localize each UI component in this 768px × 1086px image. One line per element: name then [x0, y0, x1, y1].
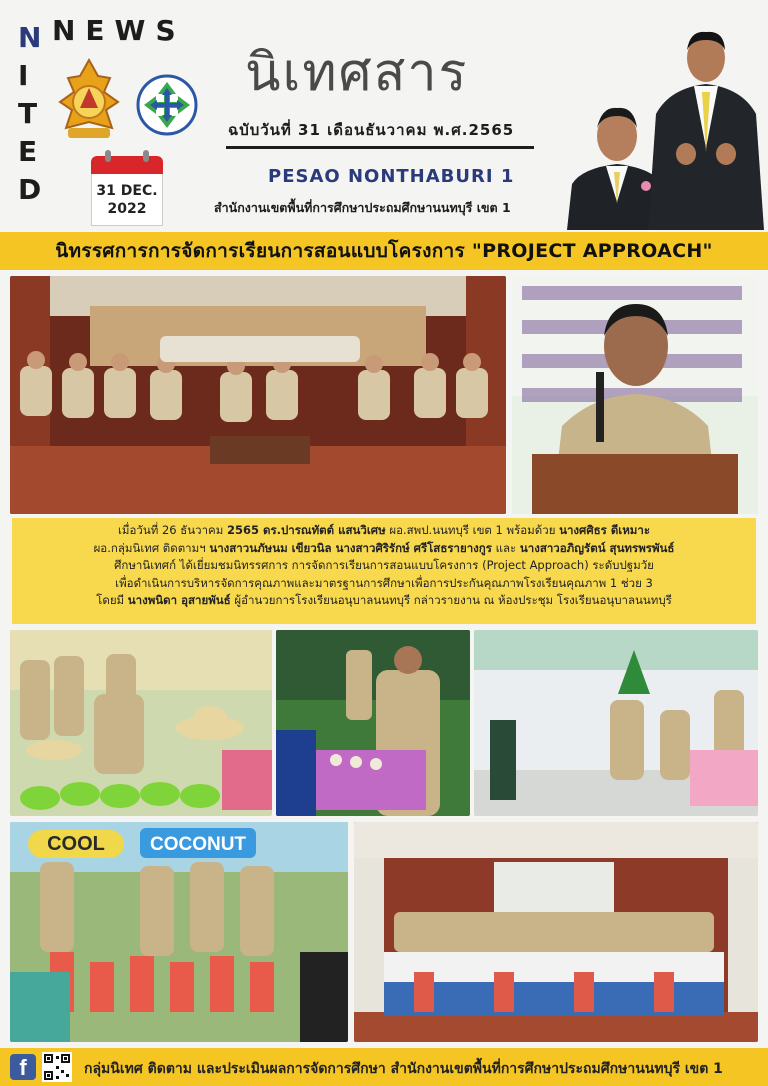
photo-seated-audience: [10, 276, 506, 514]
nited-letter: D: [18, 173, 42, 206]
calendar-icon: [91, 156, 163, 226]
description-line-4: เพื่อดำเนินการบริหารจัดการคุณภาพและมาตรฐานการศึกษาเพื่อการประกันคุณภาพโรงเรียนคุณภาพ 1 ช่วย 3: [115, 575, 653, 590]
headline-text: นิทรรศการการจัดการเรียนการสอนแบบโครงการ "PROJECT APPROACH": [55, 240, 713, 262]
pesao-circle-logo: [136, 74, 198, 136]
sign-coconut: COCONUT: [149, 834, 247, 855]
calendar-day: 31 DEC.: [96, 183, 158, 199]
nited-letter: I: [18, 59, 29, 92]
nited-letter: E: [18, 135, 38, 168]
news-heading: NEWS: [52, 14, 186, 47]
event-description: [12, 518, 756, 624]
qr-code-icon[interactable]: [42, 1052, 72, 1082]
calendar-year: 2022: [107, 201, 147, 217]
photo-cool-coconut-group: [10, 822, 348, 1042]
description-line-3: ศึกษานิเทศก์ ได้เยี่ยมชมนิทรรศการ การจัดการเรียนการสอนแบบโครงการ (Project Approach) ระดับปฐมวัย: [114, 558, 654, 572]
description-line-2: ผอ.กลุ่มนิเทศ ติดตามฯ นางสาวนภัษนม เขียวนิล นางสาวศิริรักษ์ ศรีโสธรายางกูร และ นางสาวอภิญรัตน์ สุนทรพรพันธ์: [93, 540, 675, 555]
nited-letter: N: [18, 21, 42, 54]
issue-date: ฉบับวันที่ 31 เดือนธันวาคม พ.ศ.2565: [228, 121, 515, 139]
photo-craft-table: [276, 630, 470, 816]
photo-class-visit: [474, 630, 758, 816]
headline-banner: [0, 232, 768, 270]
sign-cool: COOL: [47, 833, 105, 855]
obec-emblem-logo: [54, 58, 124, 142]
photo-hall-group: [354, 822, 758, 1042]
description-line-5: โดยมี นางพนิดา อุสายพันธ์ ผู้อำนวยการโรงเรียนอนุบาลนนทบุรี กล่าวรายงาน ณ ห้องประชุม โรงเรียนอนุบาลนนทบุรี: [96, 593, 672, 607]
nited-vertical-heading: [18, 20, 41, 208]
photo-classroom-hats: [10, 630, 272, 816]
title-divider: [226, 146, 534, 149]
facebook-icon[interactable]: f: [10, 1054, 36, 1080]
org-name-thai: สำนักงานเขตพื้นที่การศึกษาประถมศึกษานนทบุรี เขต 1: [214, 200, 511, 215]
photo-speaker-podium: [512, 276, 758, 514]
footer-text: กลุ่มนิเทศ ติดตาม และประเมินผลการจัดการศึกษา สำนักงานเขตพื้นที่การศึกษาประถมศึกษานนทบุรี เขต 1: [84, 1061, 723, 1077]
nited-letter: T: [18, 97, 38, 130]
official-portrait-2: [644, 18, 768, 230]
description-line-1: เมื่อวันที่ 26 ธันวาคม 2565 ดร.ปารณทัตต์ แสนวิเศษ ผอ.สพป.นนทบุรี เขต 1 พร้อมด้วย นางศศิธร ดีเหมาะ: [117, 523, 651, 537]
newsletter-title: นิเทศสาร: [245, 43, 469, 103]
org-name-english: PESAO NONTHABURI 1: [268, 166, 515, 187]
